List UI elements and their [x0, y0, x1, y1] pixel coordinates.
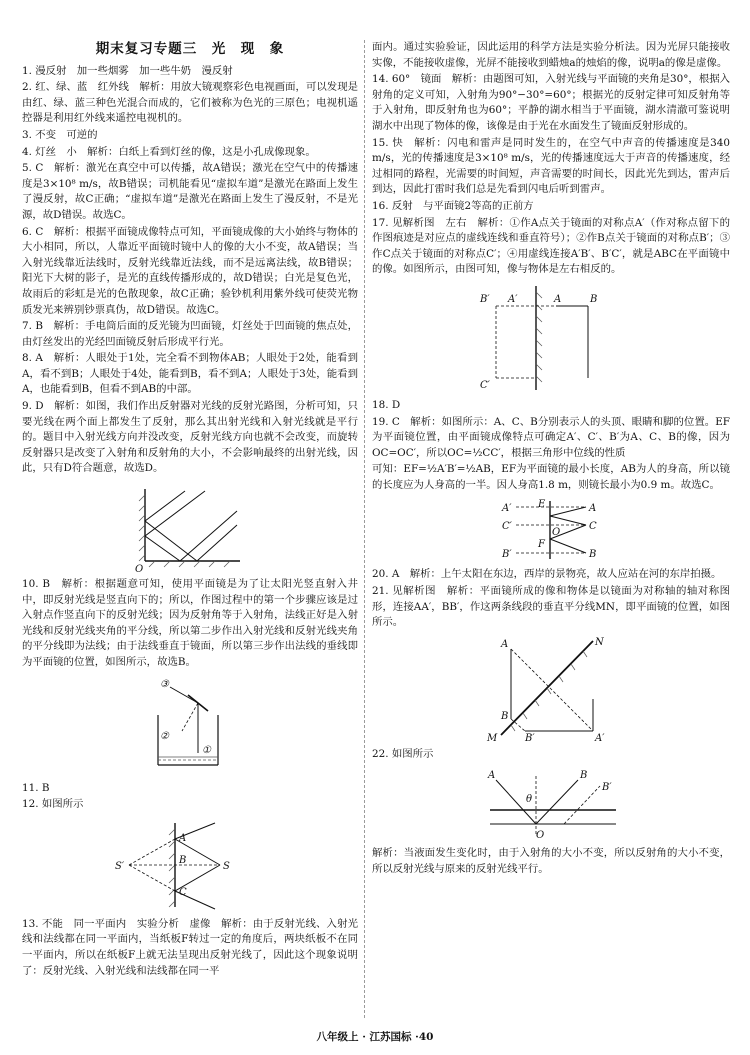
- figure-21-label-a-image: A′: [595, 732, 605, 743]
- answer-16: 16. 反射 与平面镜2等高的正前方: [372, 199, 534, 212]
- figure-21-label-b-image: B′: [525, 732, 535, 743]
- answer-6: 6. C 解析：根据平面镜成像特点可知，平面镜成像的大小始终与物体的大小相同，所以，人靠近平面镜时镜中人的像的大小不变，故A错误；当入射光线靠近法线时，反射光线靠近法线，而不是远离法线，故B错误；阳光下大树的影子，是光的直线传播形成的，故D错误；白光是复色光，故雨后的彩虹是光的色散现象，故C正确；验钞机利用紫外线可使荧光物质发光来辨别钞票真伪，故D错误。故选C。: [22, 225, 358, 316]
- answer-19-part2: 可知：EF=½A′B′=½AB，EF为平面镜的最小长度，AB为人的身高，所以镜的长度应为人身高的一半。因人身高1.8 m，则镜长最小为0.9 m。故选C。: [372, 463, 730, 491]
- figure-9-label-o: O: [135, 564, 144, 574]
- figure-10-label-2: ②: [160, 730, 169, 742]
- figure-17-label-b: B: [590, 293, 598, 305]
- figure-17-label-a-image: A′: [508, 293, 518, 305]
- figure-21-label-a: A: [501, 638, 509, 650]
- figure-12-label-s: S: [223, 860, 230, 872]
- answer-4: 4. 灯丝 小 解析：白纸上看到灯丝的像，这是小孔成像现象。: [22, 145, 316, 158]
- right-column: [372, 40, 730, 879]
- figure-17-label-a: A: [554, 293, 562, 305]
- figure-21-label-n: N: [595, 636, 604, 648]
- figure-12-point-source: [115, 817, 265, 913]
- figure-9-reflector: [125, 481, 255, 573]
- left-column: [22, 42, 358, 980]
- answer-2: 2. 红、绿、蓝 红外线 解析：用放大镜观察彩色电视画面，可以发现是由红、绿、蓝三种色光混合而成的，它们被称为色光的三原色；电视机遥控器是利用红外线来遥控电视机的。: [22, 81, 358, 125]
- figure-19-label-c: C: [589, 521, 597, 533]
- column-divider: [364, 40, 365, 1018]
- answer-19-part1: 19. C 解析：如图所示：A、C、B分别表示人的头顶、眼睛和脚的位置。EF为平面镜位置，由平面镜成像特点可确定A′、C′、B′为A、C、B的像，因为OC=OC′，所以OC=½CC′，根据三角形中位线的性质: [372, 415, 730, 459]
- answer-7: 7. B 解析：手电筒后面的反光镜为凹面镜，灯丝处于凹面镜的焦点处，由灯丝发出的光经凹面镜反射后形成平行光。: [22, 320, 358, 348]
- answer-8: 8. A 解析：人眼处于1处，完全看不到物体AB；人眼处于2处，能看到A，看不到B；人眼处于4处，能看到B，看不到A；人眼处于3处，能看到A，也能看到B，但看不到AB的中部。: [22, 352, 358, 396]
- answer-9: 9. D 解析：如图，我们作出反射器对光线的反射光路图，分析可知，只要光线在两个面上都发生了反射，那么其出射光线和入射光线就是平行的。题目中入射光线方向并没改变，反射光线方向也就不会改变，而旋转反射器只是改变了入射角和反射角的大小，不会影响最终的出射光线，因此，只有D符合题意，故选D。: [22, 400, 358, 475]
- figure-19-label-o: O: [552, 527, 561, 539]
- figure-19-mirror-length: [496, 497, 606, 563]
- figure-12-label-a: A: [179, 832, 187, 844]
- answer-13: 13. 不能 同一平面内 实验分析 虚像 解析：由于反射光线、入射光线和法线都在同一平面内，当纸板F转过一定的角度后，两块纸板不在同一平面内，所以在纸板F上就无法呈现出反射光线了，因此这个现象说明了：反射光线、入射光线和法线都在同一平: [22, 917, 358, 977]
- answer-21: 21. 见解析图 解析：平面镜所成的像和物体是以镜面为对称轴的轴对称图形，连接AA′，BB′，作这两条线段的垂直平分线MN，即平面镜的位置，如图所示。: [372, 585, 730, 629]
- answer-13-continued: 面内。通过实验验证，因此运用的科学方法是实验分析法。因为光屏只能接收实像，不能接收虚像，光屏不能接收到蜡烛a的烛焰的像，说明a的像是虚像。: [372, 41, 730, 69]
- answer-22: 22. 如图所示: [372, 747, 434, 760]
- figure-22-liquid-level: [476, 766, 626, 842]
- answer-10: 10. B 解析：根据题意可知，使用平面镜是为了让太阳光竖直射入井中，即反射光线是竖直向下的；所以，作图过程中的第一个步骤应该是过入射点作竖直向下的反射光线；因为反射角等于入射角，法线正好是入射光线和反射光线夹角的平分线，所以第二步作出入射光线和反射光线夹角的平分线即为法线；由于法线垂直于镜面，所以第三步作出法线的垂线即为平面镜的位置，如图所示，故选B。: [22, 578, 358, 668]
- page-title: 期末复习专题三 光 现 象: [95, 41, 285, 57]
- figure-19-label-f: F: [538, 539, 545, 551]
- figure-10-label-3: ③: [160, 678, 169, 690]
- figure-17-label-b-image: B′: [480, 293, 490, 305]
- figure-19-label-e: E: [538, 499, 546, 511]
- answer-22-analysis: 解析：当液面发生变化时，由于入射角的大小不变，所以反射角的大小不变，所以反射光线与原来的反射光线平行。: [372, 847, 730, 876]
- answer-20: 20. A 解析：上午太阳在东边，西岸的景物亮，故人应站在河的东岸拍摄。: [372, 568, 722, 581]
- figure-21-label-b: B: [501, 710, 509, 722]
- answer-15: 15. 快 解析：闪电和雷声是同时发生的，在空气中声音的传播速度是340 m/s，光的传播速度是3×10⁸ m/s，光的传播速度远大于声音的传播速度，经过相同的路程，光需要的时间短，声音需要的时间长，因此光先到达，雷声后到达，因此打雷时我们总是先看到闪电后听到雷声。: [372, 136, 730, 196]
- figure-22-label-b-image: B′: [602, 782, 612, 794]
- page-footer: 八年级上 · 江苏国标 ·40: [316, 1031, 434, 1043]
- figure-19-label-a: A: [589, 503, 597, 515]
- figure-12-label-c: C: [179, 886, 187, 898]
- answer-17: 17. 见解析图 左右 解析：①作A点关于镜面的对称点A′（作对称点留下的作图痕迹是对应点的虚线连线和垂直符号）；②作B点关于镜面的对称点B′；③作C点关于镜面的对称点C′；④用虚线连接A′B′、B′C′，就是ABC在平面镜中的像。如图所示，由图可知，像与物体是左右相反的。: [372, 216, 730, 276]
- answer-14: 14. 60° 镜面 解析：由题图可知，入射光线与平面镜的夹角是30°，根据入射角的定义可知，入射角为90°−30°=60°；根据光的反射定律可知反射角等于入射角，即反射角也为60°；平静的湖水相当于平面镜，湖水清澈可鉴说明湖水中出现了物体的像，该像是由于光在水面发生了镜面反射形成的。: [372, 73, 730, 132]
- figure-22-label-o: O: [536, 830, 545, 842]
- figure-12-label-b: B: [179, 854, 187, 866]
- figure-12-label-s-image: S′: [115, 860, 125, 872]
- figure-17-label-c-image: C′: [480, 379, 490, 391]
- answer-12: 12. 如图所示: [22, 798, 84, 811]
- answer-18: 18. D: [372, 398, 401, 411]
- figure-10-label-1: ①: [202, 744, 211, 756]
- answer-11: 11. B: [22, 781, 50, 794]
- figure-22-label-a: A: [488, 770, 496, 782]
- figure-19-label-b: B: [589, 549, 597, 561]
- figure-19-label-c-image: C′: [502, 521, 512, 533]
- figure-21-label-m: M: [487, 732, 498, 743]
- figure-22-label-theta: θ: [526, 794, 533, 806]
- figure-10-well: [130, 675, 250, 775]
- figure-19-label-a-image: A′: [502, 503, 512, 515]
- figure-22-label-b: B: [580, 770, 588, 782]
- figure-17-mirror-image: [476, 282, 626, 394]
- answer-5: 5. C 解析：激光在真空中可以传播，故A错误；激光在空气中的传播速度是3×10⁸ m/s，故B错误；司机能看见“虚拟车道”是激光在路面上发生了漫反射，故C正确；“虚拟车道”是激光在路面上发生了漫反射，不是光源，故D错误。故选C。: [22, 162, 358, 221]
- answer-1: 1. 漫反射 加一些烟雾 加一些牛奶 漫反射: [22, 64, 233, 77]
- figure-19-label-b-image: B′: [502, 549, 512, 561]
- answer-3: 3. 不变 可逆的: [22, 128, 98, 141]
- figure-21-symmetry: [481, 635, 621, 743]
